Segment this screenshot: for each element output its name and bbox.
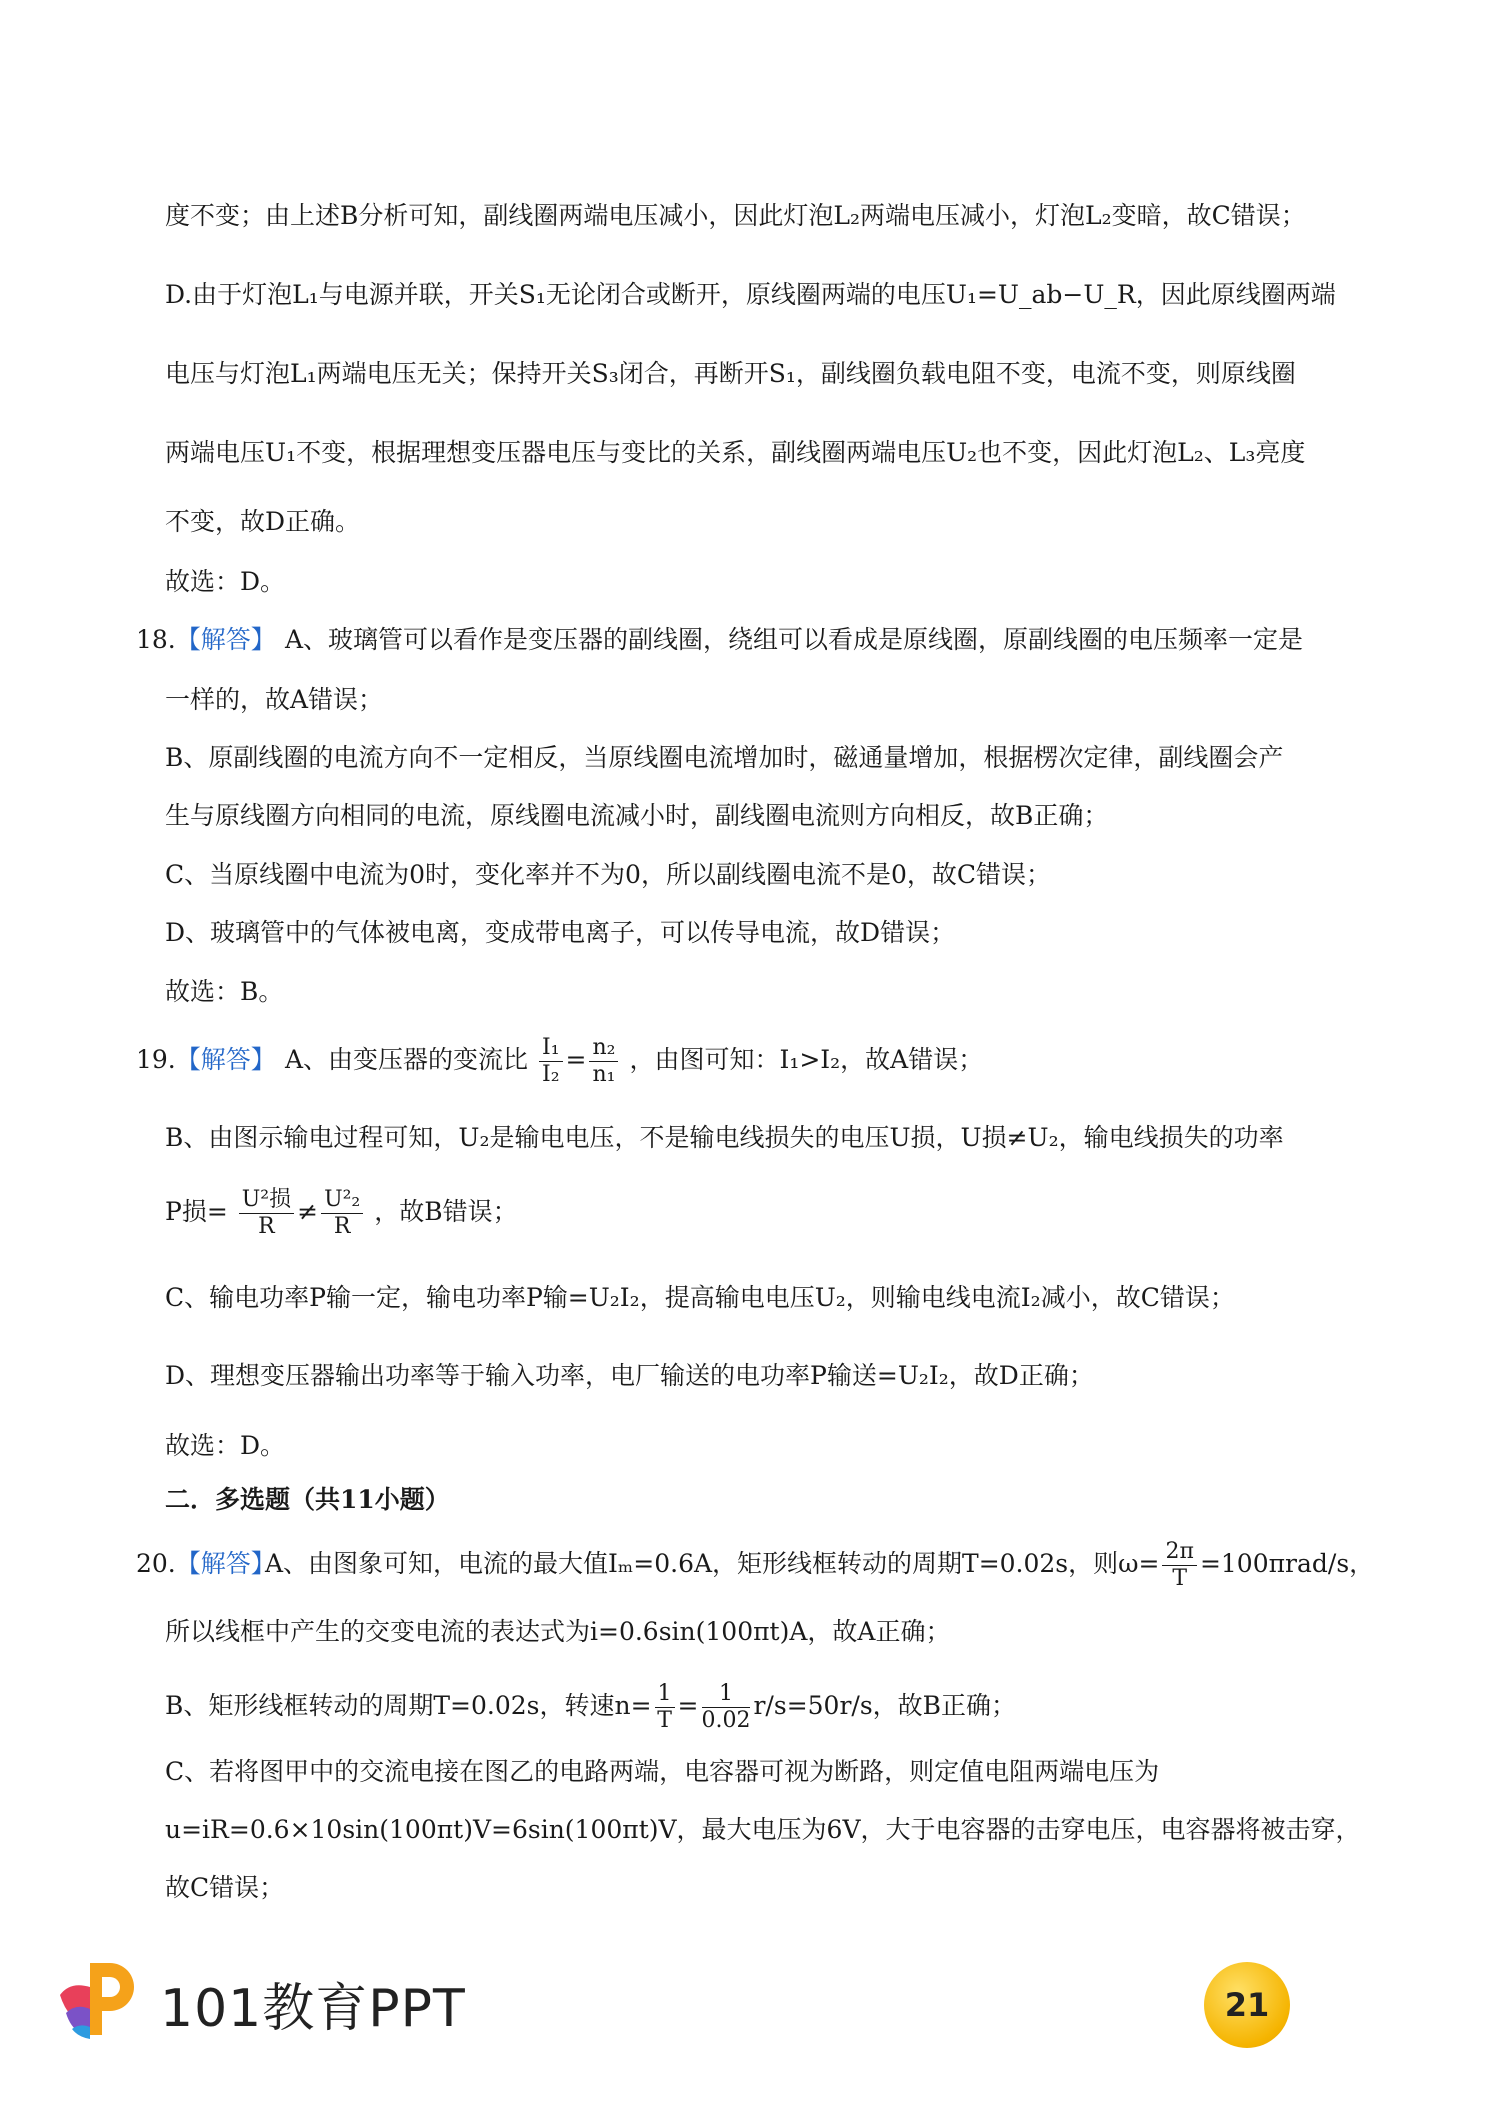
number: 18. xyxy=(136,625,176,654)
text: ，故B错误； xyxy=(374,1197,518,1226)
answer-choice: 故选：D。 xyxy=(165,1431,286,1460)
denominator: 0.02 xyxy=(701,1708,751,1733)
denominator: T xyxy=(1172,1566,1188,1591)
answer-choice: 故选：D。 xyxy=(165,567,286,596)
page-number-badge: 21 xyxy=(1204,1962,1290,2048)
text-line: 生与原线圈方向相同的电流，原线圈电流减小时，副线圈电流则方向相反，故B正确； xyxy=(165,801,1109,830)
text: A、由图象可知，电流的最大值Iₘ=0.6A，矩形线框转动的周期T=0.02s，则ω= xyxy=(265,1549,1160,1578)
text: r/s=50r/s，故B正确； xyxy=(753,1691,1017,1720)
text-line: C、若将图甲中的交流电接在图乙的电路两端，电容器可视为断路，则定值电阻两端电压为 xyxy=(165,1757,1160,1786)
text-line: B、由图示输电过程可知，U₂是输电电压，不是输电线损失的电压U损，U损≠U₂，输电线损失的功率 xyxy=(165,1123,1284,1152)
denominator: T xyxy=(657,1708,672,1733)
question-number xyxy=(136,1544,276,1584)
text: B、矩形线框转动的周期T=0.02s，转速n= xyxy=(165,1691,652,1720)
text: =100πrad/s， xyxy=(1199,1549,1375,1578)
fraction xyxy=(539,1035,563,1088)
answer-tag: 【解答】 xyxy=(175,1045,276,1074)
text-line: 两端电压U₁不变，根据理想变压器电压与变比的关系，副线圈两端电压U₂也不变，因此灯泡L₂、L₃亮度 xyxy=(165,438,1306,467)
text-line: 度不变；由上述B分析可知，副线圈两端电压减小，因此灯泡L₂两端电压减小，灯泡L₂变暗，故C错误； xyxy=(165,201,1306,230)
fraction xyxy=(1162,1539,1196,1592)
answer-choice: 故选：B。 xyxy=(165,977,284,1006)
text-line: B、矩形线框转动的周期T=0.02s，转速n= $\frac{1}{T}$ = $\frac{1}{0.02}$ r/s=50r/s，故B正确； xyxy=(165,1681,1017,1733)
fraction xyxy=(321,1187,363,1240)
numerator: 2π xyxy=(1162,1539,1196,1566)
text-line: u=iR=0.6×10sin(100πt)V=6sin(100πt)V，最大电压为6V，大于电容器的击穿电压，电容器将被击穿， xyxy=(165,1815,1361,1844)
denominator: n₁ xyxy=(592,1062,616,1087)
answer-tag: 【解答】 xyxy=(175,625,276,654)
fraction xyxy=(702,1681,751,1734)
number: 20. xyxy=(136,1549,176,1578)
numerator: 1 xyxy=(655,1681,675,1708)
numerator: n₂ xyxy=(589,1035,618,1062)
denominator: R xyxy=(333,1214,351,1239)
fraction xyxy=(239,1187,294,1240)
brand-logo-icon xyxy=(50,1955,160,2050)
text: P损= xyxy=(165,1197,228,1226)
fraction xyxy=(655,1681,675,1734)
numerator: U²损 xyxy=(239,1187,294,1214)
numerator: 1 xyxy=(702,1681,751,1708)
text-line: 电压与灯泡L₁两端电压无关；保持开关S₃闭合，再断开S₁，副线圈负载电阻不变，电流不变，则原线圈 xyxy=(165,359,1296,388)
question-number xyxy=(136,1040,276,1080)
text-line xyxy=(265,1530,1375,1598)
text-line: 所以线框中产生的交变电流的表达式为i=0.6sin(100πt)A，故A正确； xyxy=(165,1617,951,1646)
answer-tag: 【解答】 xyxy=(175,1549,276,1578)
text-line: A、玻璃管可以看作是变压器的副线圈，绕组可以看成是原线圈，原副线圈的电压频率一定是 xyxy=(285,625,1304,654)
text: A、由变压器的变流比 xyxy=(285,1045,529,1074)
text-line: 故C错误； xyxy=(165,1873,285,1902)
numerator: I₁ xyxy=(539,1035,563,1062)
text-line: C、当原线圈中电流为0时，变化率并不为0，所以副线圈电流不是0，故C错误； xyxy=(165,860,1051,889)
text-line: P损= $\frac{\text{U²损}}{R}$ ≠ $\frac{\text{U²₂}}{R}$ ，故B错误； xyxy=(165,1187,518,1239)
text-line: B、原副线圈的电流方向不一定相反，当原线圈电流增加时，磁通量增加，根据楞次定律，副线圈会产 xyxy=(165,743,1284,772)
text-line: C、输电功率P输一定，输电功率P输=U₂I₂，提高输电电压U₂，则输电线电流I₂减小，故C错误； xyxy=(165,1283,1235,1312)
text-line: A、由变压器的变流比 $\frac{\text{I₁}}{\text{I₂}}$ = $\frac{\text{n₂}}{\text{n₁}}$ ，由图可知：I₁>I₂，故A错误； xyxy=(285,1035,984,1087)
question-number xyxy=(136,620,276,660)
fraction xyxy=(589,1035,618,1088)
text: ，由图可知：I₁>I₂，故A错误； xyxy=(629,1045,984,1074)
text-line: D、理想变压器输出功率等于输入功率，电厂输送的电功率P输送=U₂I₂，故D正确； xyxy=(165,1361,1094,1390)
numerator: U²₂ xyxy=(321,1187,363,1214)
number: 19. xyxy=(136,1045,176,1074)
text-line: D.由于灯泡L₁与电源并联，开关S₁无论闭合或断开，原线圈两端的电压U₁=U_ab−U_R，因此原线圈两端 xyxy=(165,280,1336,309)
denominator: I₂ xyxy=(542,1062,560,1087)
brand-name: 101教育PPT xyxy=(160,1979,466,2039)
text-line: 一样的，故A错误； xyxy=(165,685,384,714)
text-line: 不变，故D正确。 xyxy=(165,507,361,536)
section-heading: 二．多选题（共11小题） xyxy=(165,1485,450,1514)
text-line: D、玻璃管中的气体被电离，变成带电离子，可以传导电流，故D错误； xyxy=(165,918,956,947)
denominator: R xyxy=(258,1214,275,1239)
